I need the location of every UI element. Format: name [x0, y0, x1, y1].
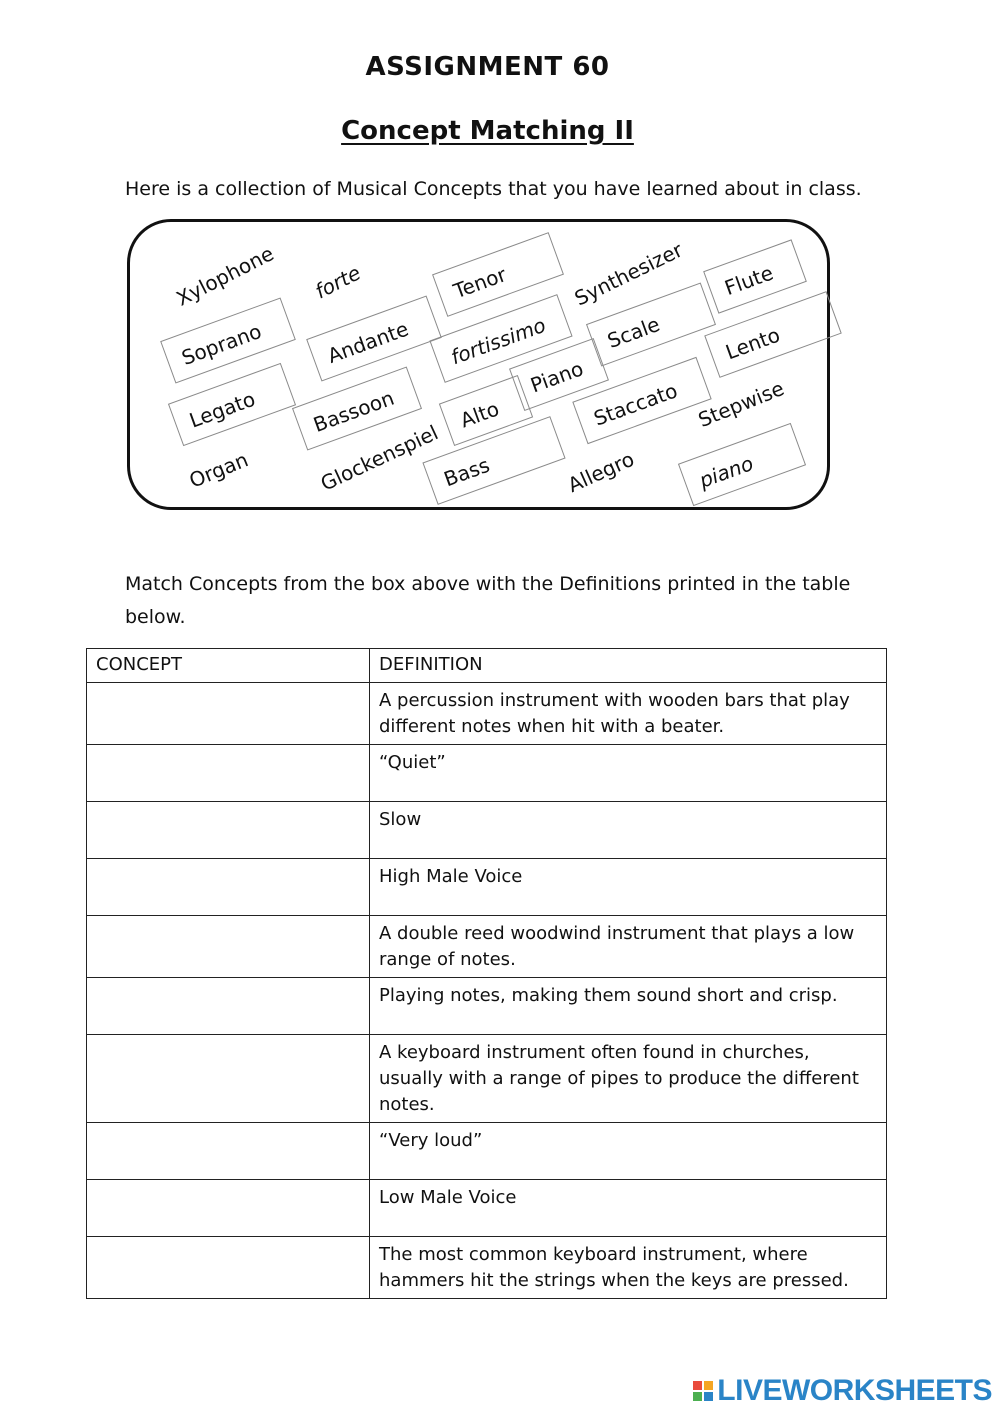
- word-bassoon: Bassoon: [292, 366, 422, 450]
- word-bank-box: [127, 219, 830, 510]
- concept-answer-cell[interactable]: [87, 978, 370, 1035]
- word-tenor: Tenor: [432, 232, 564, 317]
- table-header-row: [87, 649, 887, 683]
- header-definition: DEFINITION: [370, 649, 887, 683]
- concept-answer-cell[interactable]: [87, 802, 370, 859]
- definition-cell: A double reed woodwind instrument that plays a low range of notes.: [370, 916, 887, 978]
- definition-cell: A percussion instrument with wooden bars that play different notes when hit with a beater.: [370, 683, 887, 745]
- table-row: [87, 683, 887, 745]
- word-glockenspiel: Glockenspiel: [316, 420, 442, 496]
- word-staccato: Staccato: [572, 357, 711, 444]
- concept-answer-cell[interactable]: [87, 683, 370, 745]
- word-piano: Piano: [509, 338, 609, 411]
- assignment-title: ASSIGNMENT 60: [365, 52, 610, 82]
- concept-answer-cell[interactable]: [87, 745, 370, 802]
- concept-answer-cell[interactable]: [87, 916, 370, 978]
- definition-cell: High Male Voice: [370, 859, 887, 916]
- concept-answer-cell[interactable]: [87, 1237, 370, 1299]
- definition-cell: Low Male Voice: [370, 1180, 887, 1237]
- table-row: [87, 1237, 887, 1299]
- word-fortissimo: fortissimo: [429, 294, 572, 383]
- word-soprano: Soprano: [160, 297, 296, 383]
- concept-answer-cell[interactable]: [87, 859, 370, 916]
- table-row: [87, 802, 887, 859]
- word-organ: Organ: [185, 447, 252, 493]
- concept-answer-cell[interactable]: [87, 1035, 370, 1123]
- word-bass: Bass: [422, 416, 565, 505]
- definitions-table: [86, 648, 887, 1299]
- concept-answer-cell[interactable]: [87, 1123, 370, 1180]
- word-scale: Scale: [586, 282, 716, 366]
- word-stepwise: Stepwise: [694, 375, 788, 433]
- header-concept: CONCEPT: [87, 649, 370, 683]
- word-allegro: Allegro: [564, 446, 638, 498]
- page-subtitle: Concept Matching II: [341, 116, 634, 146]
- table-row: [87, 978, 887, 1035]
- definition-cell: “Quiet”: [370, 745, 887, 802]
- liveworksheets-logo-icon: [692, 1380, 714, 1402]
- word-synthesizer: Synthesizer: [570, 237, 687, 311]
- word-andante: Andante: [306, 295, 442, 381]
- table-row: [87, 859, 887, 916]
- watermark-text: LIVEWORKSHEETS: [717, 1374, 992, 1407]
- word-forte: forte: [311, 260, 365, 304]
- liveworksheets-watermark: [692, 1374, 992, 1407]
- word-lento: Lento: [704, 291, 842, 378]
- definition-cell: A keyboard instrument often found in churches, usually with a range of pipes to produce the different notes.: [370, 1035, 887, 1123]
- word-xylophone: Xylophone: [172, 241, 278, 311]
- concept-answer-cell[interactable]: [87, 1180, 370, 1237]
- word-legato: Legato: [168, 363, 296, 446]
- definition-cell: Slow: [370, 802, 887, 859]
- table-row: [87, 1035, 887, 1123]
- definition-cell: “Very loud”: [370, 1123, 887, 1180]
- word-alto: Alto: [439, 375, 533, 446]
- table-row: [87, 916, 887, 978]
- definition-cell: Playing notes, making them sound short and crisp.: [370, 978, 887, 1035]
- table-row: [87, 1180, 887, 1237]
- match-instruction: Match Concepts from the box above with the Definitions printed in the table below.: [125, 573, 851, 628]
- word-flute: Flute: [703, 239, 807, 313]
- definition-cell: The most common keyboard instrument, where hammers hit the strings when the keys are pressed.: [370, 1237, 887, 1299]
- word-piano-dynamic: piano: [678, 423, 806, 506]
- table-row: [87, 745, 887, 802]
- intro-text: Here is a collection of Musical Concepts that you have learned about in class.: [125, 178, 862, 200]
- table-row: [87, 1123, 887, 1180]
